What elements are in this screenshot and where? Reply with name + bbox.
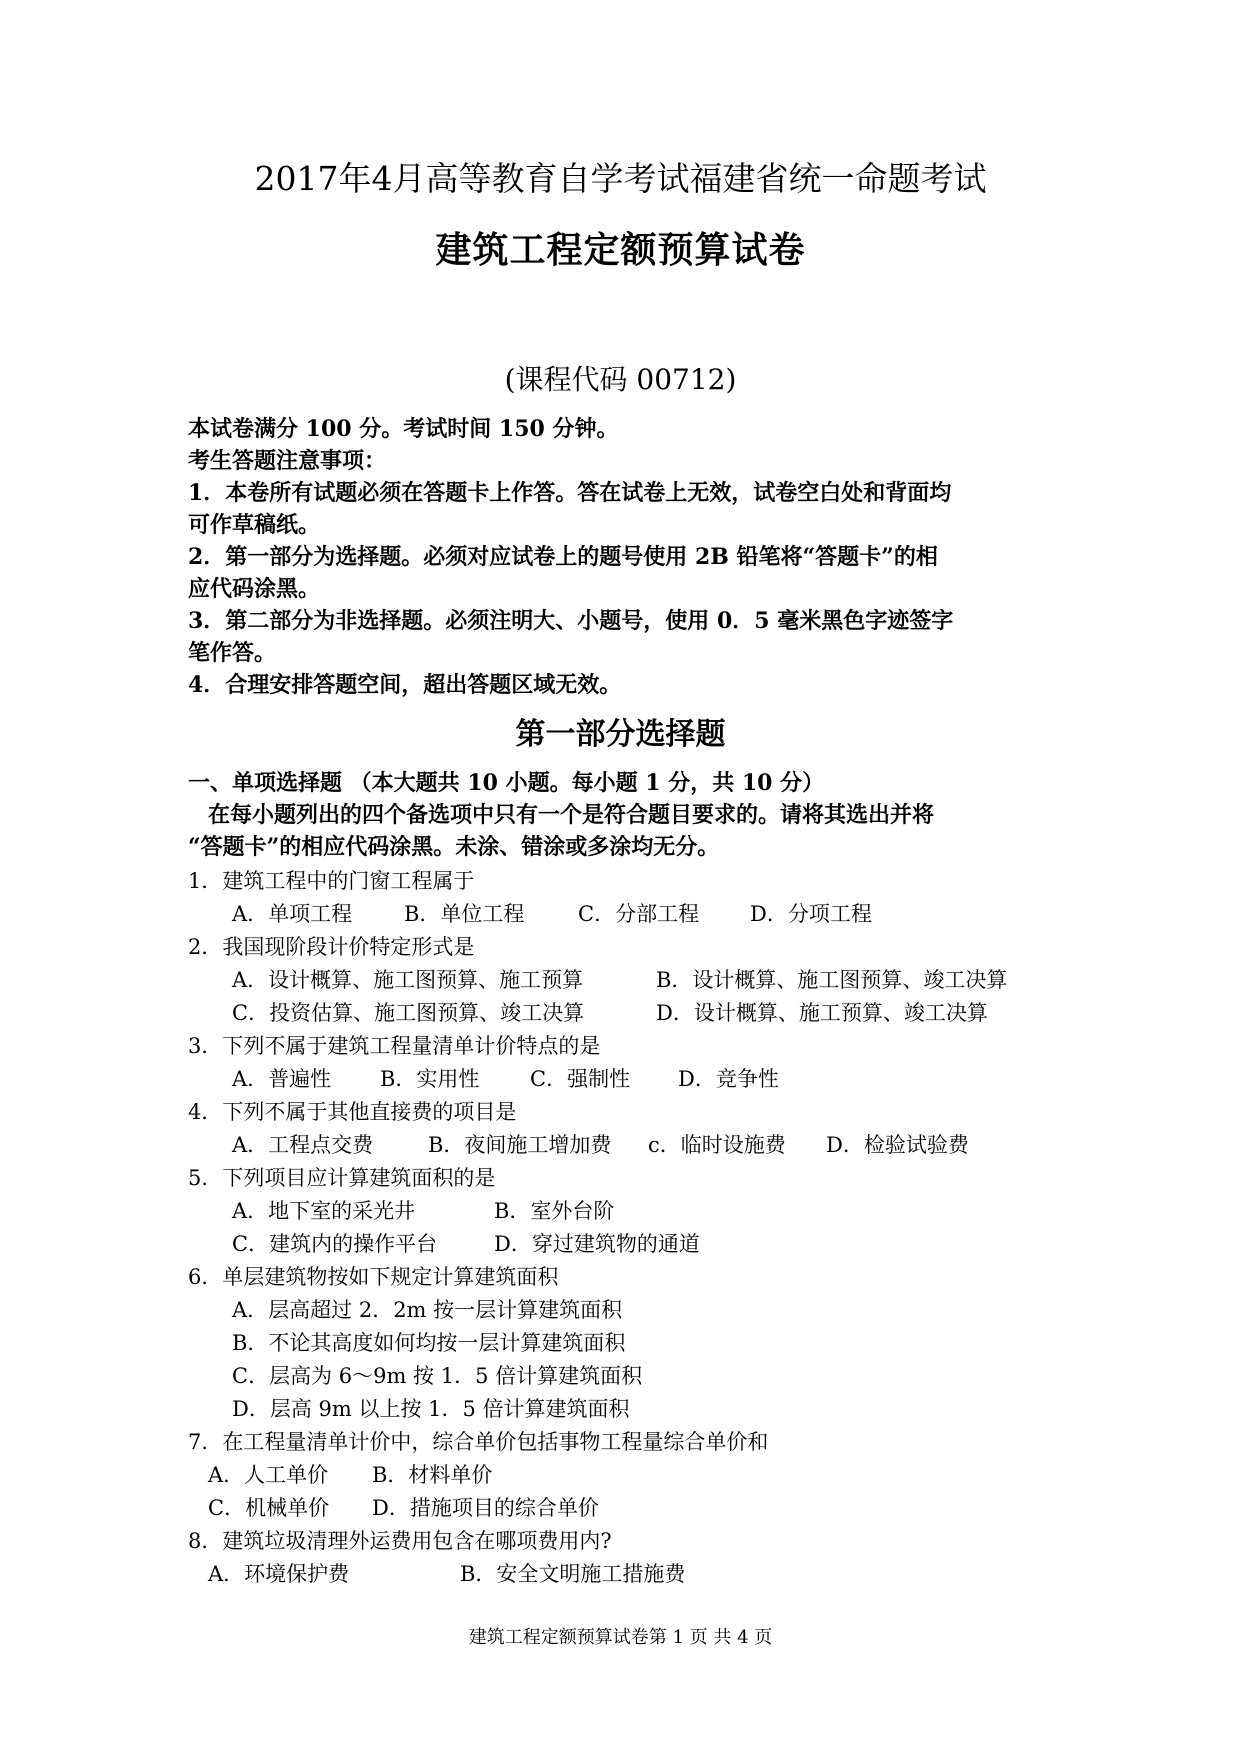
note-line: 笔作答。 xyxy=(188,640,277,666)
question-option: D．检验试验费 xyxy=(826,1133,969,1157)
question-option: D．设计概算、施工预算、竣工决算 xyxy=(656,1001,988,1025)
note-line: 2．第一部分为选择题。必须对应试卷上的题号使用 2B 铅笔将“答题卡”的相 xyxy=(188,544,938,570)
section-instruction: “答题卡”的相应代码涂黑。未涂、错涂或多涂均无分。 xyxy=(188,834,720,860)
section-instruction: 在每小题列出的四个备选项中只有一个是符合题目要求的。请将其选出并将 xyxy=(208,802,935,828)
question-option: D．竞争性 xyxy=(678,1067,779,1091)
question-option: C．层高为 6～9m 按 1．5 倍计算建筑面积 xyxy=(232,1364,643,1388)
question-stem: 5．下列项目应计算建筑面积的是 xyxy=(188,1166,496,1190)
question-stem: 2．我国现阶段计价特定形式是 xyxy=(188,935,475,959)
note-line: 3．第二部分为非选择题。必须注明大、小题号，使用 0．5 毫米黑色字迹签字 xyxy=(188,608,954,634)
question-option: B．室外台阶 xyxy=(494,1199,615,1223)
question-option: A．设计概算、施工图预算、施工预算 xyxy=(232,968,584,992)
course-code: (课程代码 00712) xyxy=(504,363,737,396)
question-option: B．安全文明施工措施费 xyxy=(460,1562,686,1586)
question-stem: 6．单层建筑物按如下规定计算建筑面积 xyxy=(188,1265,559,1289)
notes-heading: 考生答题注意事项： xyxy=(188,448,387,474)
question-stem: 3．下列不属于建筑工程量清单计价特点的是 xyxy=(188,1034,601,1058)
question-option: c．临时设施费 xyxy=(648,1133,786,1157)
exam-title: 2017年4月高等教育自学考试福建省统一命题考试 xyxy=(254,159,987,198)
question-option: D．穿过建筑物的通道 xyxy=(494,1232,700,1256)
paper-title: 建筑工程定额预算试卷 xyxy=(435,229,806,271)
note-line: 可作草稿纸。 xyxy=(188,512,321,538)
question-option: A．环境保护费 xyxy=(208,1562,350,1586)
question-option: C．强制性 xyxy=(530,1067,631,1091)
question-option: B．单位工程 xyxy=(404,902,525,926)
question-option: A．工程点交费 xyxy=(232,1133,374,1157)
question-option: A．普遍性 xyxy=(232,1067,332,1091)
part1-title: 第一部分选择题 xyxy=(515,717,726,752)
question-option: B．不论其高度如何均按一层计算建筑面积 xyxy=(232,1331,626,1355)
question-option: B．材料单价 xyxy=(372,1463,493,1487)
question-option: B．实用性 xyxy=(380,1067,480,1091)
score-time-note: 本试卷满分 100 分。考试时间 150 分钟。 xyxy=(188,416,619,442)
question-option: C．机械单价 xyxy=(208,1496,330,1520)
page-footer: 建筑工程定额预算试卷第 1 页 共 4 页 xyxy=(468,1627,773,1648)
note-line: 4．合理安排答题空间，超出答题区域无效。 xyxy=(188,672,622,698)
question-option: D．措施项目的综合单价 xyxy=(372,1496,599,1520)
note-line: 1．本卷所有试题必须在答题卡上作答。答在试卷上无效，试卷空白处和背面均 xyxy=(188,480,952,506)
question-option: D．分项工程 xyxy=(750,902,872,926)
note-line: 应代码涂黑。 xyxy=(188,576,321,602)
question-option: A．地下室的采光井 xyxy=(232,1199,416,1223)
question-stem: 7．在工程量清单计价中，综合单价包括事物工程量综合单价和 xyxy=(188,1430,769,1454)
question-stem: 4．下列不属于其他直接费的项目是 xyxy=(188,1100,517,1124)
question-stem: 1．建筑工程中的门窗工程属于 xyxy=(188,869,475,893)
question-option: B．设计概算、施工图预算、竣工决算 xyxy=(656,968,1008,992)
question-option: A．层高超过 2．2m 按一层计算建筑面积 xyxy=(232,1298,623,1322)
question-option: A．单项工程 xyxy=(232,902,353,926)
section-heading: 一、单项选择题 （本大题共 10 小题。每小题 1 分，共 10 分） xyxy=(188,770,825,796)
question-option: C．建筑内的操作平台 xyxy=(232,1232,438,1256)
question-option: D．层高 9m 以上按 1．5 倍计算建筑面积 xyxy=(232,1397,630,1421)
question-option: C．投资估算、施工图预算、竣工决算 xyxy=(232,1001,585,1025)
question-stem: 8．建筑垃圾清理外运费用包含在哪项费用内? xyxy=(188,1529,612,1553)
question-option: C．分部工程 xyxy=(578,902,700,926)
question-option: A．人工单价 xyxy=(208,1463,329,1487)
question-option: B．夜间施工增加费 xyxy=(428,1133,612,1157)
